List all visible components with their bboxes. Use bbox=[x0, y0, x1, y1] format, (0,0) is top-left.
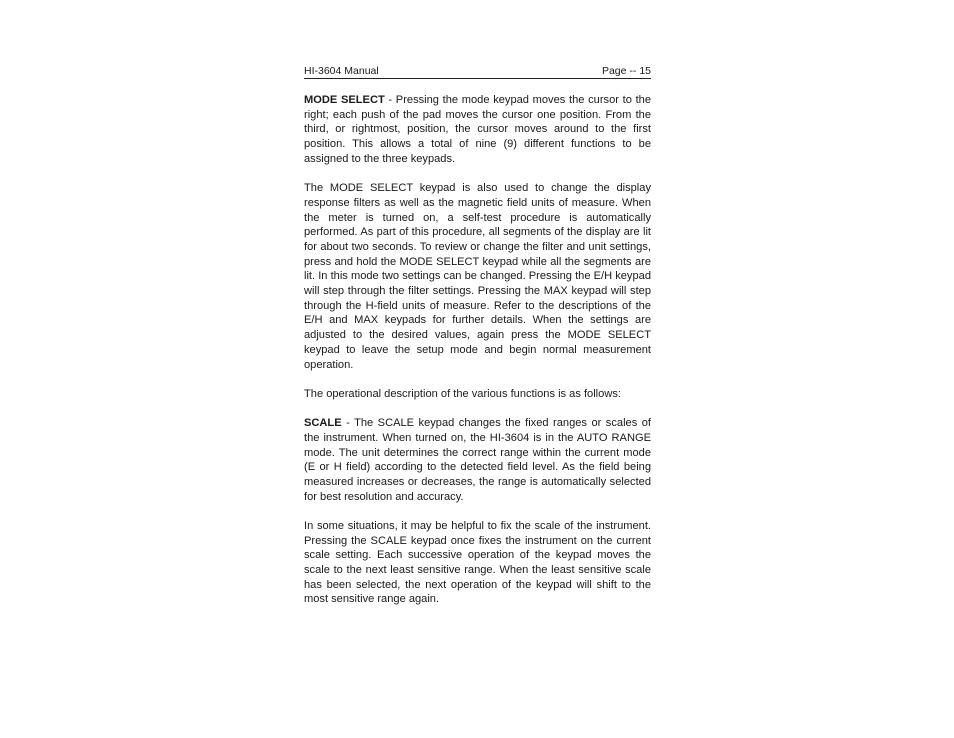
page-number: Page -- 15 bbox=[601, 65, 651, 77]
manual-title: HI-3604 Manual bbox=[304, 65, 379, 77]
paragraph-operational-intro bbox=[304, 387, 651, 402]
term-scale: SCALE bbox=[304, 417, 342, 430]
manual-body bbox=[304, 93, 651, 622]
paragraph-mode-select-setup bbox=[304, 181, 651, 372]
paragraph-mode-select bbox=[304, 93, 651, 167]
paragraph-text: The operational description of the various functions is as follows: bbox=[304, 387, 621, 400]
page-header bbox=[304, 65, 651, 79]
paragraph-text: In some situations, it may be helpful to fix the scale of the instrument. Pressing the SCALE keypad once fixes the instrument on the current scale setting. Each successive operation of the keypad moves the scale to the next least sensitive range. When the least sensitive scale has been selected, the next operation of the keypad will shift to the most sensitive range again. bbox=[304, 519, 651, 606]
paragraph-scale bbox=[304, 416, 651, 504]
paragraph-text: The MODE SELECT keypad is also used to change the display response filters as well as the magnetic field units of measure. When the meter is turned on, a self-test procedure is automatically performed. As part of this procedure, all segments of the display are lit for about two seconds. To review or change the filter and unit settings, press and hold the MODE SELECT keypad while all the segments are lit. In this mode two settings can be changed. Pressing the E/H keypad will step through the filter settings. Pressing the MAX keypad will step through the H-field units of measure. Refer to the descriptions of the E/H and MAX keypads for further details. When the settings are adjusted to the desired values, again press the MODE SELECT keypad to leave the setup mode and begin normal measurement operation. bbox=[304, 182, 651, 371]
paragraph-text: - Pressing the mode keypad moves the cursor to the right; each push of the pad moves the cursor one position. From the third, or rightmost, position, the cursor moves around to the first position. This allows a total of nine (9) different functions to be assigned to the three keypads. bbox=[304, 94, 651, 165]
paragraph-text: - The SCALE keypad changes the fixed ranges or scales of the instrument. When turned on, the HI-3604 is in the AUTO RANGE mode. The unit determines the correct range within the current mode (E or H field) according to the detected field level. As the field being measured increases or decreases, the range is automatically selected for best resolution and accuracy. bbox=[304, 417, 651, 503]
term-mode-select: MODE SELECT bbox=[304, 94, 385, 106]
paragraph-scale-fixed bbox=[304, 519, 651, 607]
